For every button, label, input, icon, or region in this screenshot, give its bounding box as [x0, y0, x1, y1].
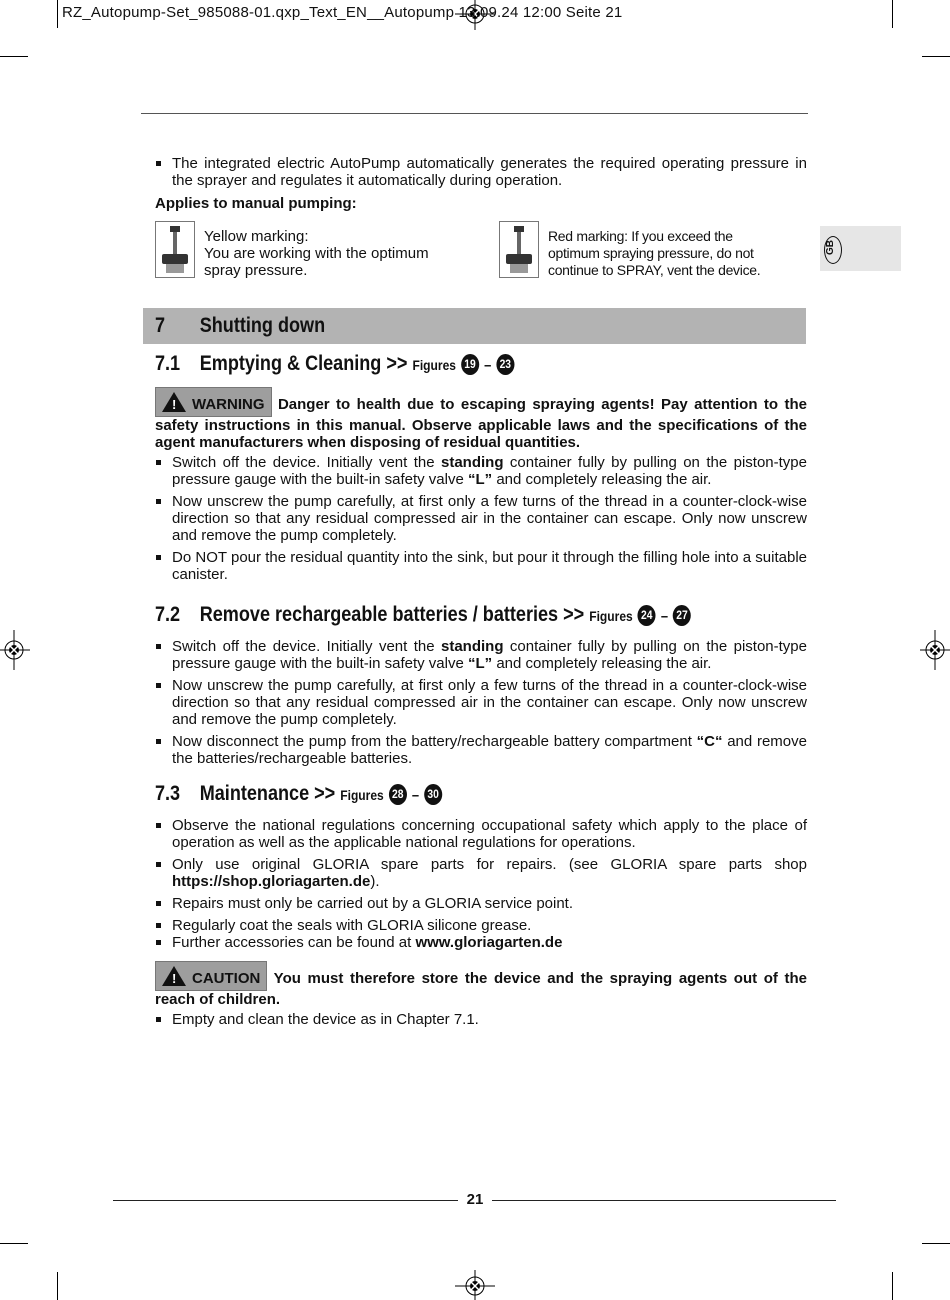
red-line-3: continue to SPRAY, vent the device. — [548, 262, 761, 278]
subsection-number: 7.3 — [155, 782, 181, 805]
yellow-gauge-image — [155, 221, 195, 278]
list-item — [155, 856, 807, 890]
list-item: Regularly coat the seals with GLORIA silicone grease. — [155, 917, 807, 934]
yellow-line-2: You are working with the optimum — [204, 245, 429, 262]
list-item: Now unscrew the pump carefully, at first only a few turns of the thread in a counter-clock-wise direction so that any residual compressed air in the container can escape. Only now unscrew and remove the pump completely. — [155, 493, 807, 544]
list-item: The integrated electric AutoPump automatically generates the required operating pressure in the sprayer and regulates it automatically during operation. — [155, 155, 807, 189]
subsection-number: 7.1 — [155, 352, 181, 375]
yellow-line-1: Yellow marking: — [204, 228, 309, 245]
text-run: Now disconnect the pump from the battery/rechargeable battery compartment — [172, 733, 697, 750]
caution-block — [155, 961, 807, 1008]
section-heading-bar — [143, 308, 806, 344]
section-heading — [155, 314, 325, 338]
text-run: Further accessories can be found at — [172, 934, 416, 951]
yellow-line-3: spray pressure. — [204, 262, 308, 279]
figure-number-badge: 19 — [461, 354, 479, 375]
text-run-bold: “L” — [468, 655, 493, 672]
text-run-bold: “L” — [468, 471, 493, 488]
crop-mark — [0, 1243, 28, 1244]
list-item: Observe the national regulations concerning occupational safety which apply to the place of operation as well as the applicable national regulations for operations. — [155, 817, 807, 851]
crop-mark — [892, 1272, 893, 1300]
page-number: 21 — [458, 1191, 492, 1208]
figures-label: Figures — [412, 357, 456, 373]
caution-label: CAUTION — [192, 970, 261, 987]
figure-range-dash: – — [660, 608, 669, 625]
text-run: Switch off the device. Initially vent the — [172, 638, 441, 655]
subsection-title: Maintenance >> — [199, 782, 336, 805]
subsection-title: Emptying & Cleaning >> — [199, 352, 408, 375]
list-item — [155, 454, 807, 488]
figures-label: Figures — [589, 608, 633, 624]
text-run: Switch off the device. Initially vent the — [172, 454, 441, 471]
print-slug: RZ_Autopump-Set_985088-01.qxp_Text_EN__Autopump 13.09.24 12:00 Seite 21 — [62, 4, 623, 21]
caution-sign — [155, 961, 267, 991]
text-run: Only use original GLORIA spare parts for repairs. (see GLORIA spare parts shop — [172, 856, 807, 873]
warning-block — [155, 387, 807, 451]
crop-mark — [922, 56, 950, 57]
figure-number-badge: 28 — [389, 784, 407, 805]
crop-mark — [57, 1272, 58, 1300]
text-run: ). — [370, 873, 380, 890]
list-item: Repairs must only be carried out by a GLORIA service point. — [155, 895, 807, 912]
caution-triangle-icon: ! — [162, 966, 186, 986]
crop-mark — [57, 0, 58, 28]
text-run: container fully by pulling on the piston-type pressure gauge with the built-in safety valve — [172, 638, 807, 672]
list-item — [155, 934, 807, 951]
registration-mark-icon — [455, 1270, 495, 1300]
figure-number-badge: 24 — [638, 605, 656, 626]
text-run: container fully by pulling on the piston-type pressure gauge with the built-in safety valve — [172, 454, 807, 488]
intro-block — [155, 155, 807, 212]
red-line-1: Red marking: If you exceed the — [548, 228, 733, 244]
registration-mark-icon — [0, 630, 30, 670]
subsection-heading — [155, 605, 716, 626]
crop-mark — [922, 1243, 950, 1244]
manual-pumping-heading: Applies to manual pumping: — [155, 195, 357, 212]
figure-number-badge: 30 — [424, 784, 442, 805]
pressure-gauge-icon — [156, 222, 194, 277]
subsection-number: 7.2 — [155, 603, 181, 626]
section-7-1 — [155, 354, 807, 583]
text-run-bold: standing — [441, 638, 504, 655]
section-7-3 — [155, 784, 807, 1028]
shop-link-text: https://shop.gloriagarten.de — [172, 873, 371, 890]
figure-number-badge: 23 — [496, 354, 514, 375]
warning-sign — [155, 387, 272, 417]
text-run: and completely releasing the air. — [492, 471, 712, 488]
header-rule — [141, 113, 808, 114]
language-tab-label: GB — [825, 240, 836, 255]
text-run: and completely releasing the air. — [492, 655, 712, 672]
yellow-marking-text — [204, 228, 429, 279]
website-link-text: www.gloriagarten.de — [415, 934, 563, 951]
text-run-bold: standing — [441, 454, 504, 471]
subsection-title: Remove rechargeable batteries / batteries >> — [199, 603, 585, 626]
list-item — [155, 733, 807, 767]
red-line-2: optimum spraying pressure, do not — [548, 245, 754, 261]
figure-range-dash: – — [411, 787, 420, 804]
warning-label: WARNING — [192, 396, 265, 413]
crop-mark — [892, 0, 893, 28]
text-run-bold: “C“ — [696, 733, 723, 750]
red-marking-text — [548, 228, 760, 279]
list-item — [155, 638, 807, 672]
text-run: and remove the batteries/rechargeable batteries. — [172, 733, 807, 767]
registration-mark-icon — [920, 630, 950, 670]
figure-range-dash: – — [484, 357, 492, 374]
pressure-gauge-icon — [500, 222, 538, 277]
warning-text: Danger to health due to escaping spraying agents! Pay attention to the safety instructions in this manual. Observe applicable laws and the specifications of the agent manufacturers when disposing of residual quantities. — [155, 396, 807, 451]
section-title: Shutting down — [199, 314, 326, 337]
warning-triangle-icon: ! — [162, 392, 186, 412]
figure-number-badge: 27 — [673, 605, 691, 626]
subsection-heading — [155, 784, 716, 805]
section-number: 7 — [155, 314, 166, 337]
figures-label: Figures — [340, 787, 384, 803]
caution-text: You must therefore store the device and the spraying agents out of the reach of children. — [155, 970, 807, 1008]
list-item: Now unscrew the pump carefully, at first only a few turns of the thread in a counter-clock-wise direction so that any residual compressed air in the container can escape. Only now unscrew and remove the pump completely. — [155, 677, 807, 728]
subsection-heading — [155, 354, 716, 375]
section-7-2 — [155, 605, 807, 767]
crop-mark — [0, 56, 28, 57]
list-item: Do NOT pour the residual quantity into the sink, but pour it through the filling hole into a suitable canister. — [155, 549, 807, 583]
list-item: Empty and clean the device as in Chapter 7.1. — [155, 1011, 807, 1028]
red-gauge-image — [499, 221, 539, 278]
